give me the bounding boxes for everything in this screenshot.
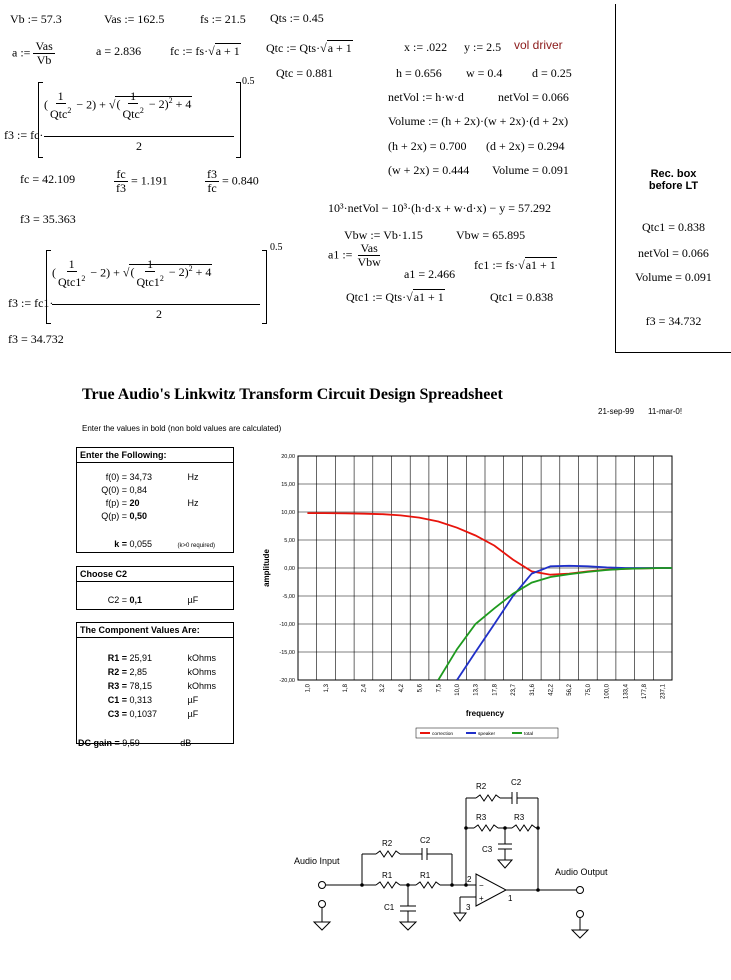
q0-row	[77, 485, 188, 495]
y-tick-label: 5,00	[284, 538, 295, 544]
f0-row	[77, 472, 199, 482]
fp-unit: Hz	[187, 498, 199, 508]
qtc1-rad: a1 + 1	[413, 290, 444, 304]
f0-value[interactable]: 34,73	[129, 472, 153, 482]
r2-resistor	[376, 851, 400, 857]
c2-row	[77, 595, 198, 605]
dc-gain-unit: dB	[180, 738, 192, 748]
r3b-label: R3	[514, 813, 525, 822]
q0-value[interactable]: 0,84	[129, 485, 148, 495]
c2-label: C2 =	[107, 595, 127, 605]
c2-panel-header: Choose C2	[77, 567, 233, 582]
qp-label: Q(p) =	[101, 511, 127, 521]
f3b-exponent: 0.5	[270, 242, 283, 253]
qtc1-sq-den-2	[134, 272, 165, 289]
junction-5	[464, 826, 468, 830]
rec-box-title-2: before LT	[648, 180, 699, 192]
c1-row	[77, 695, 198, 705]
k-label: k =	[114, 539, 127, 549]
r2-value: 2,85	[129, 667, 148, 677]
f3b-radical: ( $\frac{1}{Qtc1^2}$ − 2)$^2$ + 4	[130, 257, 212, 289]
r2-label: R2 =	[107, 667, 127, 677]
x-tick-label: 133,4	[623, 684, 630, 700]
netvol-value: netVol = 0.066	[498, 90, 569, 104]
y-tick-label: -15,00	[279, 650, 295, 656]
a-def	[12, 40, 55, 67]
c2-fb-label: C2	[511, 778, 522, 787]
sq-exp-2: 2	[139, 106, 144, 115]
r1a-label: R1	[382, 871, 393, 880]
qp-value[interactable]: 0,50	[129, 511, 148, 521]
equation-line: 10³·netVol − 10³·(h·d·x + w·d·x) − y = 57.292	[328, 201, 552, 215]
y-tick-label: -5,00	[282, 594, 295, 600]
output-ground-terminal	[577, 911, 584, 918]
output-terminal	[577, 887, 584, 894]
volume-def: Volume := (h + 2x)·(w + 2x)·(d + 2x)	[388, 114, 569, 128]
fc-def-rad: a + 1	[215, 44, 240, 58]
a1-def	[328, 242, 383, 269]
r3-value: 78,15	[129, 681, 153, 691]
r3a-resistor	[474, 825, 498, 831]
schematic-junctions	[360, 826, 540, 892]
vas-def: Vas := 162.5	[104, 12, 165, 26]
r1b-resistor	[416, 882, 440, 888]
y-tick-label: 20,00	[281, 454, 295, 460]
qtc1-lhs: Qtc1 := Qts·	[346, 290, 407, 304]
input-ground	[314, 922, 330, 930]
rec-box-volume: Volume = 0.091	[635, 270, 712, 284]
c2-value[interactable]: 0,1	[129, 595, 143, 605]
r2-row	[77, 667, 216, 677]
a1-lhs: a1 :=	[328, 247, 353, 262]
y-def: y := 2.5	[464, 40, 502, 54]
output-ground	[572, 930, 588, 938]
fc-over-f3-den: f3	[116, 181, 126, 195]
a-lhs: a :=	[12, 45, 31, 60]
fc-over-f3-num: fc	[116, 167, 126, 181]
plus-sign: +	[99, 97, 106, 112]
x-tick-label: 23,7	[511, 684, 518, 696]
qtc-def-rad: a + 1	[327, 41, 352, 55]
netvol-def: netVol := h·w·d	[388, 90, 464, 104]
one-num-3: 1	[68, 257, 75, 271]
qtc-def-lhs: Qtc := Qts·	[266, 41, 321, 55]
junction-7	[536, 826, 540, 830]
c3-row	[77, 709, 198, 719]
y-tick-label: 10,00	[281, 510, 295, 516]
f3-over-fc	[205, 168, 259, 195]
a1-den: Vbw	[357, 255, 381, 269]
fc-over-f3-val: = 1.191	[131, 173, 168, 188]
k-note: (k>0 required)	[177, 543, 216, 549]
f3-over-fc-val: = 0.840	[222, 173, 259, 188]
rec-box-netvol: netVol = 0.066	[638, 246, 709, 260]
vol-driver-note: vol driver	[514, 38, 563, 52]
minus-two-3: − 2	[90, 265, 107, 280]
fp-row	[77, 498, 199, 508]
w2x-value: (w + 2x) = 0.444	[388, 163, 470, 177]
c3-label: C3	[482, 845, 493, 854]
x-tick-label: 1,3	[324, 684, 331, 693]
x-tick-label: 13,3	[473, 684, 480, 696]
c3-label: C3 =	[107, 709, 127, 719]
frequency-response-chart	[258, 448, 678, 748]
opamp-ground	[454, 913, 466, 921]
r2-label: R2	[382, 839, 393, 848]
f3-over-fc-num: f3	[207, 167, 217, 181]
input-terminal	[319, 882, 326, 889]
c3-unit: µF	[187, 709, 199, 719]
x-tick-label: 5,6	[417, 684, 424, 693]
a1-value: a1 = 2.466	[404, 267, 456, 281]
junction-6	[503, 826, 507, 830]
c2-unit: µF	[187, 595, 199, 605]
pin2-label: 2	[467, 875, 472, 884]
qtc1-name-2: Qtc1	[136, 275, 160, 289]
x-tick-label: 75,0	[585, 684, 592, 696]
qtc-name-2: Qtc	[122, 107, 140, 121]
x-tick-label: 177,8	[641, 684, 648, 700]
qtc1-name: Qtc1	[58, 275, 82, 289]
dc-gain-label: DC gain =	[78, 738, 120, 748]
linkwitz-schematic	[280, 770, 620, 970]
c3-ground	[498, 860, 512, 868]
a-value: a = 2.836	[96, 44, 142, 58]
f3-inner-fraction-2	[120, 90, 145, 121]
x-tick-label: 1,0	[305, 684, 312, 693]
vbw-def: Vbw := Vb·1.15	[344, 228, 423, 242]
f3-inner-fraction	[48, 90, 73, 121]
one-num-2: 1	[130, 89, 137, 103]
y-tick-label: -20,00	[279, 678, 295, 684]
sheet-date-2: 11-mar-0!	[648, 407, 683, 416]
x-tick-label: 42,2	[548, 684, 555, 696]
q0-label: Q(0) =	[101, 485, 127, 495]
x-tick-label: 100,0	[604, 684, 611, 700]
dc-gain-row	[78, 738, 191, 748]
plus-four: + 4	[175, 97, 192, 112]
d-value: d = 0.25	[532, 66, 572, 80]
c1-value: 0,313	[129, 695, 153, 705]
sq-exp-4: 2	[81, 274, 86, 283]
f3-exponent: 0.5	[242, 76, 255, 87]
c1-ground	[400, 922, 416, 930]
qp-row	[77, 511, 188, 521]
minus-two: − 2	[76, 97, 93, 112]
opamp-minus: −	[479, 881, 484, 890]
audio-input-label: Audio Input	[294, 856, 340, 866]
fc1-lhs: fc1 := fs·	[474, 258, 519, 272]
legend-label-total: total	[524, 732, 534, 737]
f3-bracket-left	[38, 82, 43, 158]
f0-label: f(0) =	[105, 472, 127, 482]
minus-two-4: − 2	[168, 265, 185, 280]
f3b-value: f3 = 34.732	[8, 332, 64, 346]
qtc-name: Qtc	[50, 107, 68, 121]
c1-label: C1	[384, 903, 395, 912]
f0-unit: Hz	[187, 472, 199, 482]
sq-exp-3: 2	[168, 96, 173, 106]
f3b-bracket-left	[46, 250, 51, 324]
c1-unit: µF	[187, 695, 199, 705]
f3-numerator: ( $\frac{1}{Qtc^2}$ − 2) + √( $\frac{1}{Qtc^2}$ − 2)$^2$ + 4	[44, 89, 192, 121]
junction-1	[360, 883, 364, 887]
f3-bracket-right	[236, 82, 241, 158]
r1-label: R1 =	[107, 653, 127, 663]
h-value: h = 0.656	[396, 66, 442, 80]
junction-8	[536, 888, 540, 892]
rec-box-f3: f3 = 34.732	[645, 314, 702, 328]
vb-def: Vb := 57.3	[10, 12, 62, 26]
fp-label: f(p) =	[105, 498, 127, 508]
r3b-resistor	[512, 825, 536, 831]
k-row	[77, 539, 215, 549]
f3b-lhs: f3 := fc1·	[8, 296, 54, 310]
f3b-numerator: ( $\frac{1}{Qtc1^2}$ − 2) + √( $\frac{1}{Qtc1^2}$ − 2)$^2$ + 4	[52, 257, 212, 289]
enter-panel	[76, 447, 234, 553]
sq-exp-6: 2	[188, 264, 193, 274]
x-tick-label: 56,2	[567, 684, 574, 696]
r3-label: R3 =	[107, 681, 127, 691]
plus-sign-2: +	[113, 265, 120, 280]
y-axis-label: amplitude	[262, 549, 271, 587]
a1-num: Vas	[360, 241, 378, 255]
rec-box-title-1: Rec. box	[650, 168, 697, 180]
input-ground-terminal	[319, 901, 326, 908]
sheet-title: True Audio's Linkwitz Transform Circuit Design Spreadsheet	[82, 386, 503, 403]
component-panel	[76, 622, 234, 744]
y-tick-label: -10,00	[279, 622, 295, 628]
fc-over-f3	[114, 168, 168, 195]
r1a-resistor	[376, 882, 400, 888]
f3-denominator: 2	[136, 139, 142, 153]
component-panel-header: The Component Values Are:	[77, 623, 233, 638]
f3b-denominator: 2	[156, 307, 162, 321]
volume-value: Volume = 0.091	[492, 163, 569, 177]
qtc-sq-den-2	[120, 104, 145, 121]
f3-over-fc-den: fc	[207, 181, 217, 195]
w-value: w = 0.4	[466, 66, 503, 80]
x-tick-label: 4,2	[398, 684, 405, 693]
x-tick-label: 2,4	[361, 684, 368, 693]
c3-value: 0,1037	[129, 709, 158, 719]
x-tick-label: 237,1	[660, 684, 667, 700]
a-den: Vb	[36, 53, 52, 67]
f3-lhs: f3 := fc·	[4, 128, 44, 142]
qtc1-value: Qtc1 = 0.838	[490, 290, 554, 304]
c2-label: C2	[420, 836, 431, 845]
x-axis-label: frequency	[465, 709, 505, 718]
c1-label: C1 =	[107, 695, 127, 705]
x-tick-label: 3,2	[380, 684, 387, 693]
r1-row	[77, 653, 216, 663]
plus-four-2: + 4	[195, 265, 212, 280]
r2-unit: kOhms	[187, 667, 217, 677]
pin1-label: 1	[508, 894, 513, 903]
fc1-rad: a1 + 1	[525, 258, 556, 272]
a-fraction	[33, 40, 54, 67]
qtc-sq-den	[48, 104, 73, 121]
minus-two-2: − 2	[148, 97, 165, 112]
qts-def: Qts := 0.45	[270, 11, 324, 25]
one-num-4: 1	[147, 257, 154, 271]
pin3-label: 3	[466, 903, 471, 912]
one-num: 1	[57, 89, 64, 103]
x-tick-label: 17,8	[492, 684, 499, 696]
r1b-label: R1	[420, 871, 431, 880]
fc1-def: fc1 := fs·√a1 + 1	[474, 258, 556, 272]
vbw-value: Vbw = 65.895	[456, 228, 526, 242]
k-value: 0,055	[129, 539, 153, 549]
r3-row	[77, 681, 216, 691]
fc-def: fc := fs·√a + 1	[170, 44, 240, 58]
r1-value: 25,91	[129, 653, 153, 663]
audio-output-label: Audio Output	[555, 867, 608, 877]
x-tick-label: 7,5	[436, 684, 443, 693]
y-tick-label: 0,00	[284, 566, 295, 572]
dc-gain-value: 9,59	[122, 738, 140, 748]
r2-fb-label: R2	[476, 782, 487, 791]
fs-def: fs := 21.5	[200, 12, 246, 26]
x-tick-label: 10,0	[454, 684, 461, 696]
sheet-instruction: Enter the values in bold (non bold values are calculated)	[82, 424, 282, 433]
qtc1-def: Qtc1 := Qts·√a1 + 1	[346, 290, 444, 304]
legend-label-speaker: speaker	[478, 732, 496, 737]
schematic-wires	[314, 792, 588, 938]
qtc-value: Qtc = 0.881	[276, 66, 334, 80]
enter-panel-header: Enter the Following:	[77, 448, 233, 463]
r2-fb-resistor	[476, 795, 500, 801]
qtc-def: Qtc := Qts·√a + 1	[266, 41, 352, 55]
sq-exp: 2	[67, 106, 72, 115]
f3-radical: ( $\frac{1}{Qtc^2}$ − 2)$^2$ + 4	[116, 89, 192, 121]
fp-value[interactable]: 20	[129, 498, 140, 508]
f3b-division-line	[52, 304, 260, 305]
y-tick-label: 15,00	[281, 482, 295, 488]
d2x-value: (d + 2x) = 0.294	[486, 139, 565, 153]
fc-def-lhs: fc := fs·	[170, 44, 209, 58]
x-tick-label: 1,8	[342, 684, 349, 693]
f3-division-line	[44, 136, 234, 137]
x-tick-label: 31,6	[529, 684, 536, 696]
qtc1-sq-den	[56, 272, 87, 289]
fc-value: fc = 42.109	[20, 172, 76, 186]
rec-box-panel	[615, 4, 731, 353]
sq-exp-5: 2	[159, 274, 164, 283]
f3-value: f3 = 35.363	[20, 212, 76, 226]
schematic-labels	[294, 778, 608, 912]
f3b-bracket-right	[262, 250, 267, 324]
legend-label-correction: correction	[432, 732, 454, 737]
r3a-label: R3	[476, 813, 487, 822]
c2-panel	[76, 566, 234, 610]
r3-unit: kOhms	[187, 681, 217, 691]
x-def: x := .022	[404, 40, 448, 54]
opamp-plus: +	[479, 894, 484, 903]
sheet-date-1: 21-sep-99	[598, 407, 635, 416]
a-num: Vas	[35, 39, 53, 53]
h2x-value: (h + 2x) = 0.700	[388, 139, 467, 153]
r1-unit: kOhms	[187, 653, 217, 663]
rec-box-qtc1: Qtc1 = 0.838	[641, 220, 706, 234]
junction-2	[406, 883, 410, 887]
junction-3	[450, 883, 454, 887]
